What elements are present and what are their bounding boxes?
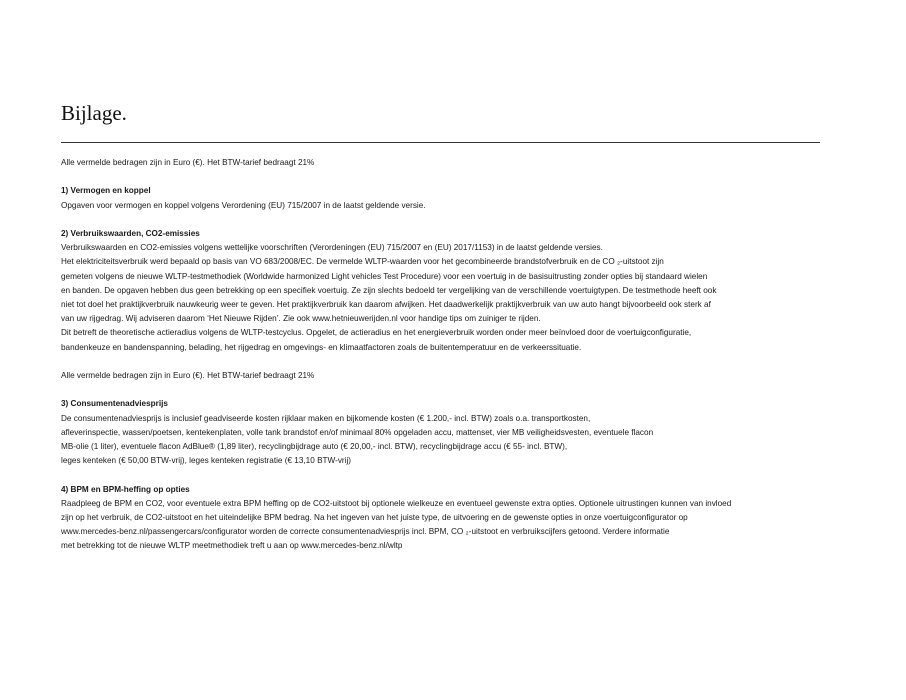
- section-line: Raadpleeg de BPM en CO2, voor eventuele extra BPM heffing op de CO2-uitstoot bij optionele wielkeuze en eventueel gewenste extra opties. Optionele uitrustingen kunnen van invloed: [61, 498, 732, 508]
- section-line: bandenkeuze en bandenspanning, belading, het rijgedrag en omgevings- en klimaatfactoren zoals de buitentemperatuur en de verkeerssituatie.: [61, 342, 582, 352]
- section-line: De consumentenadviesprijs is inclusief geadviseerde kosten rijklaar maken en bijkomende kosten (€ 1.200,- incl. BTW) zoals o.a. transportkosten,: [61, 413, 591, 423]
- section-line: Verbruikswaarden en CO2-emissies volgens wettelijke voorschriften (Verordeningen (EU) 715/2007 en (EU) 2017/1153) in de laatst geldende versies.: [61, 243, 603, 253]
- page-title: Bijlage.: [61, 101, 127, 125]
- section-line: MB-olie (1 liter), eventuele flacon AdBlue® (1,89 liter), recyclingbijdrage auto (€ 20,00,- incl. BTW), recyclingbijdrage accu (€ 55- incl. BTW),: [61, 442, 568, 451]
- section-line: Het elektriciteitsverbruik werd bepaald op basis van VO 683/2008/EC. De vermelde WLTP-waarden voor het gecombineerde brandstofverbruik en de CO ₂-uitstoot zijn: [61, 257, 664, 267]
- section-line: Dit betreft de theoretische actieradius volgens de WLTP-testcyclus. Opgelet, de actieradius en het energieverbruik worden onder meer beïnvloed door de voertuigconfiguratie,: [61, 328, 692, 338]
- title-divider: [61, 142, 820, 143]
- section-line: afleverinspectie, wassen/poetsen, kentekenplaten, volle tank brandstof en/of minimaal 80% opgeladen accu, mattenset, vier MB veiligheidsvesten, eventuele flacon: [61, 427, 654, 437]
- spacer: [61, 170, 851, 184]
- section-line: van uw rijgedrag. Wij adviseren daarom ‘Het Nieuwe Rijden’. Zie ook www.hetnieuwerijden.nl voor handige tips om zuiniger te rijden.: [61, 314, 541, 324]
- section-line: leges kenteken (€ 50,00 BTW-vrij), leges kenteken registratie (€ 13,10 BTW-vrij): [61, 456, 352, 466]
- intro-text-repeat: Alle vermelde bedragen zijn in Euro (€). Het BTW-tarief bedraagt 21%: [61, 371, 315, 380]
- section-line: gemeten volgens de nieuwe WLTP-testmethodiek (Worldwide harmonized Light vehicles Test Procedure) voor een voertuig in de basisuitrusting zonder opties bij standaard wielen: [61, 271, 708, 281]
- section-heading-prijs: 3) Consumentenadviesprijs: [61, 399, 168, 409]
- spacer: [61, 468, 851, 482]
- section-heading-verbruik: 2) Verbruikswaarden, CO2-emissies: [61, 228, 200, 238]
- section-line: zijn op het verbruik, de CO2-uitstoot en het uiteindelijke BPM bedrag. Na het ingeven van het juiste type, de uitvoering en de gewenste opties in onze voertuigconfigurator op: [61, 513, 688, 522]
- section-line: niet tot doel het praktijkverbruik nauwkeurig weer te geven. Het praktijkverbruik kan daarom afwijken. Het daadwerkelijk praktijkverbruik van uw auto hangt bijvoorbeeld ook sterk af: [61, 300, 711, 309]
- spacer: [61, 355, 851, 369]
- section-heading-bpm: 4) BPM en BPM-heffing op opties: [61, 484, 190, 494]
- section-line: met betrekking tot de nieuwe WLTP meetmethodiek treft u aan op www.mercedes-benz.nl/wltp: [61, 541, 403, 551]
- spacer: [61, 383, 851, 397]
- spacer: [61, 213, 851, 227]
- intro-text: Alle vermelde bedragen zijn in Euro (€). Het BTW-tarief bedraagt 21%: [61, 158, 315, 167]
- section-line: en banden. De opgaven hebben dus geen betrekking op een specifiek voertuig. Ze zijn slechts bedoeld ter vergelijking van de verschillende voertuigtypen. De testmethode heeft ook: [61, 285, 717, 295]
- section-line: Opgaven voor vermogen en koppel volgens Verordening (EU) 715/2007 in de laatst geldende versie.: [61, 200, 426, 210]
- section-heading-vermogen: 1) Vermogen en koppel: [61, 186, 151, 196]
- document-body: [61, 156, 851, 554]
- section-line: www.mercedes-benz.nl/passengercars/configurator worden de correcte consumentenadviesprijs incl. BPM, CO ₂-uitstoot en verbruikscijfers getoond. Verdere informatie: [61, 527, 670, 537]
